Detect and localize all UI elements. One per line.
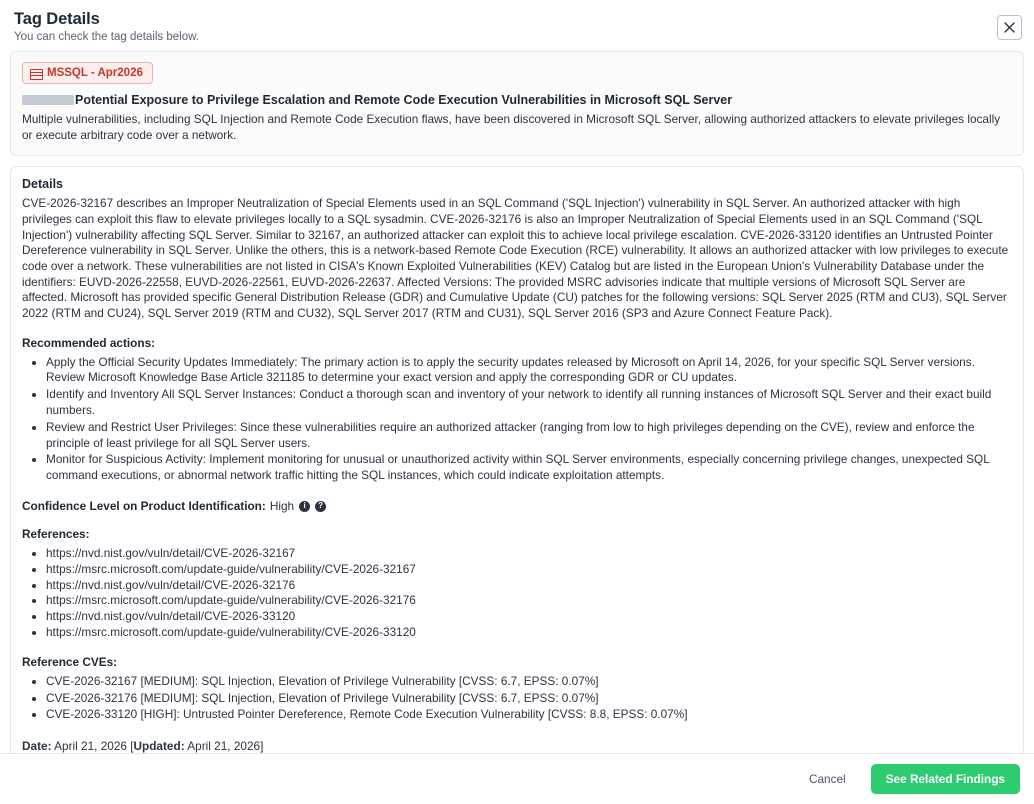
list-item[interactable]: • https://msrc.microsoft.com/update-guide/vulnerability/CVE-2026-32176: [46, 593, 1012, 609]
modal-body: [0, 51, 1034, 753]
details-card: [10, 166, 1024, 753]
confidence-level-row: [22, 499, 1012, 513]
list-item[interactable]: • https://nvd.nist.gov/vuln/detail/CVE-2026-32176: [46, 578, 1012, 594]
page-subtitle: You can check the tag details below.: [14, 31, 199, 43]
recommended-actions-heading: Recommended actions:: [22, 335, 156, 350]
see-related-findings-button[interactable]: See Related Findings: [871, 764, 1020, 794]
close-button[interactable]: [997, 15, 1022, 40]
updated-value: April 21, 2026]: [187, 739, 264, 753]
list-item[interactable]: • https://msrc.microsoft.com/update-guide/vulnerability/CVE-2026-33120: [46, 625, 1012, 641]
close-icon: [1003, 21, 1016, 34]
references-list: [22, 546, 1012, 641]
list-item[interactable]: • https://nvd.nist.gov/vuln/detail/CVE-2026-33120: [46, 609, 1012, 625]
list-item: • Monitor for Suspicious Activity: Implement monitoring for unusual or unauthorized activity within SQL Server environments, especially concerning privilege changes, unexpected SQL command executions, or abnormal network traffic hitting the SQL instances, which could indicate exploitation attempts.: [46, 452, 1012, 484]
list-item[interactable]: • https://nvd.nist.gov/vuln/detail/CVE-2026-32167: [46, 546, 1012, 562]
list-item: • CVE-2026-32167 [MEDIUM]: SQL Injection, Elevation of Privilege Vulnerability [CVSS: 6.7, EPSS: 0.07%]: [46, 674, 1012, 690]
details-heading: Details: [22, 177, 63, 192]
help-icon[interactable]: ?: [315, 501, 326, 512]
redacted-block: [22, 95, 74, 105]
finding-title-text: Potential Exposure to Privilege Escalation and Remote Code Execution Vulnerabilities in Microsoft SQL Server: [75, 93, 733, 107]
finding-summary-card: [10, 51, 1024, 156]
finding-title: [22, 93, 1012, 107]
confidence-label: Confidence Level on Product Identification:: [22, 499, 266, 513]
reference-cves-heading: Reference CVEs:: [22, 654, 118, 669]
cancel-button[interactable]: Cancel: [794, 764, 861, 794]
list-item: • CVE-2026-32176 [MEDIUM]: SQL Injection, Elevation of Privilege Vulnerability [CVSS: 6.7, EPSS: 0.07%]: [46, 691, 1012, 707]
confidence-value: High: [269, 499, 295, 513]
list-item: • Apply the Official Security Updates Immediately: The primary action is to apply the security updates released by Microsoft on April 14, 2026, for your specific SQL Server versions. Review Microsoft Knowledge Base Article 321185 to determine your exact version and apply the corresponding GDR or CU updates.: [46, 355, 1012, 387]
page-title: Tag Details: [14, 10, 100, 28]
server-icon: [30, 68, 41, 79]
tag-chip-label: MSSQL - Apr2026: [47, 67, 143, 79]
list-item: • CVE-2026-33120 [HIGH]: Untrusted Pointer Dereference, Remote Code Execution Vulnerability [CVSS: 8.8, EPSS: 0.07%]: [46, 707, 1012, 723]
list-item: • Identify and Inventory All SQL Server Instances: Conduct a thorough scan and inventory of your network to identify all running instances of Microsoft SQL Server and their exact build numbers.: [46, 387, 1012, 419]
date-value: April 21, 2026 [: [54, 739, 134, 753]
details-body: CVE-2026-32167 describes an Improper Neutralization of Special Elements used in an SQL Command ('SQL Injection') vulnerability in SQL Server. An authorized attacker with high privileges can exploit this flaw to elevate privileges locally to a SQL sysadmin. CVE-2026-32176 is also an Improper Neutralization of Special Elements used in an SQL Command ('SQL Injection') vulnerability affecting SQL Server. Similar to 32167, an authorized attacker can exploit this to achieve local privilege escalation. CVE-2026-33120 identifies an Untrusted Pointer Dereference vulnerability in SQL Server. Unlike the others, this is a network-based Remote Code Execution (RCE) vulnerability. It allows an authorized attacker with low privileges to execute code over a network. These vulnerabilities are not listed in CISA's Known Exploited Vulnerabilities (KEV) Catalog but are listed in the European Union's Vulnerability Database under the identifiers: EUVD-2026-22558, EUVD-2026-22561, EUVD-2026-22637. Affected Versions: The provided MSRC advisories indicate that multiple versions of Microsoft SQL Server are affected. Microsoft has provided specific General Distribution Release (GDR) and Cumulative Update (CU) patches for the following versions: SQL Server 2025 (RTM and CU3), SQL Server 2022 (RTM and CU24), SQL Server 2019 (RTM and CU32), SQL Server 2017 (RTM and CU31), SQL Server 2016 (SP3 and Azure Connect Feature Pack).: [22, 196, 1009, 320]
date-label: Date:: [22, 739, 52, 753]
recommended-actions-list: [22, 355, 1012, 484]
reference-cves-list: [22, 674, 1012, 723]
modal-header: [0, 0, 1034, 51]
tag-chip[interactable]: [22, 62, 153, 84]
references-heading: References:: [22, 527, 90, 541]
list-item[interactable]: • https://msrc.microsoft.com/update-guide/vulnerability/CVE-2026-32167: [46, 562, 1012, 578]
updated-label: Updated:: [133, 739, 185, 753]
modal-footer: [0, 753, 1034, 804]
info-icon[interactable]: i: [299, 501, 310, 512]
finding-description: Multiple vulnerabilities, including SQL Injection and Remote Code Execution flaws, have been discovered in Microsoft SQL Server, allowing authorized attackers to elevate privileges locally or execute arbitrary code over a network.: [22, 112, 1001, 142]
list-item: • Review and Restrict User Privileges: Since these vulnerabilities require an authorized attacker (ranging from low to high privileges depending on the CVE), review and enforce the principle of least privilege for all SQL Server users.: [46, 420, 1012, 452]
date-row: [22, 739, 1012, 753]
